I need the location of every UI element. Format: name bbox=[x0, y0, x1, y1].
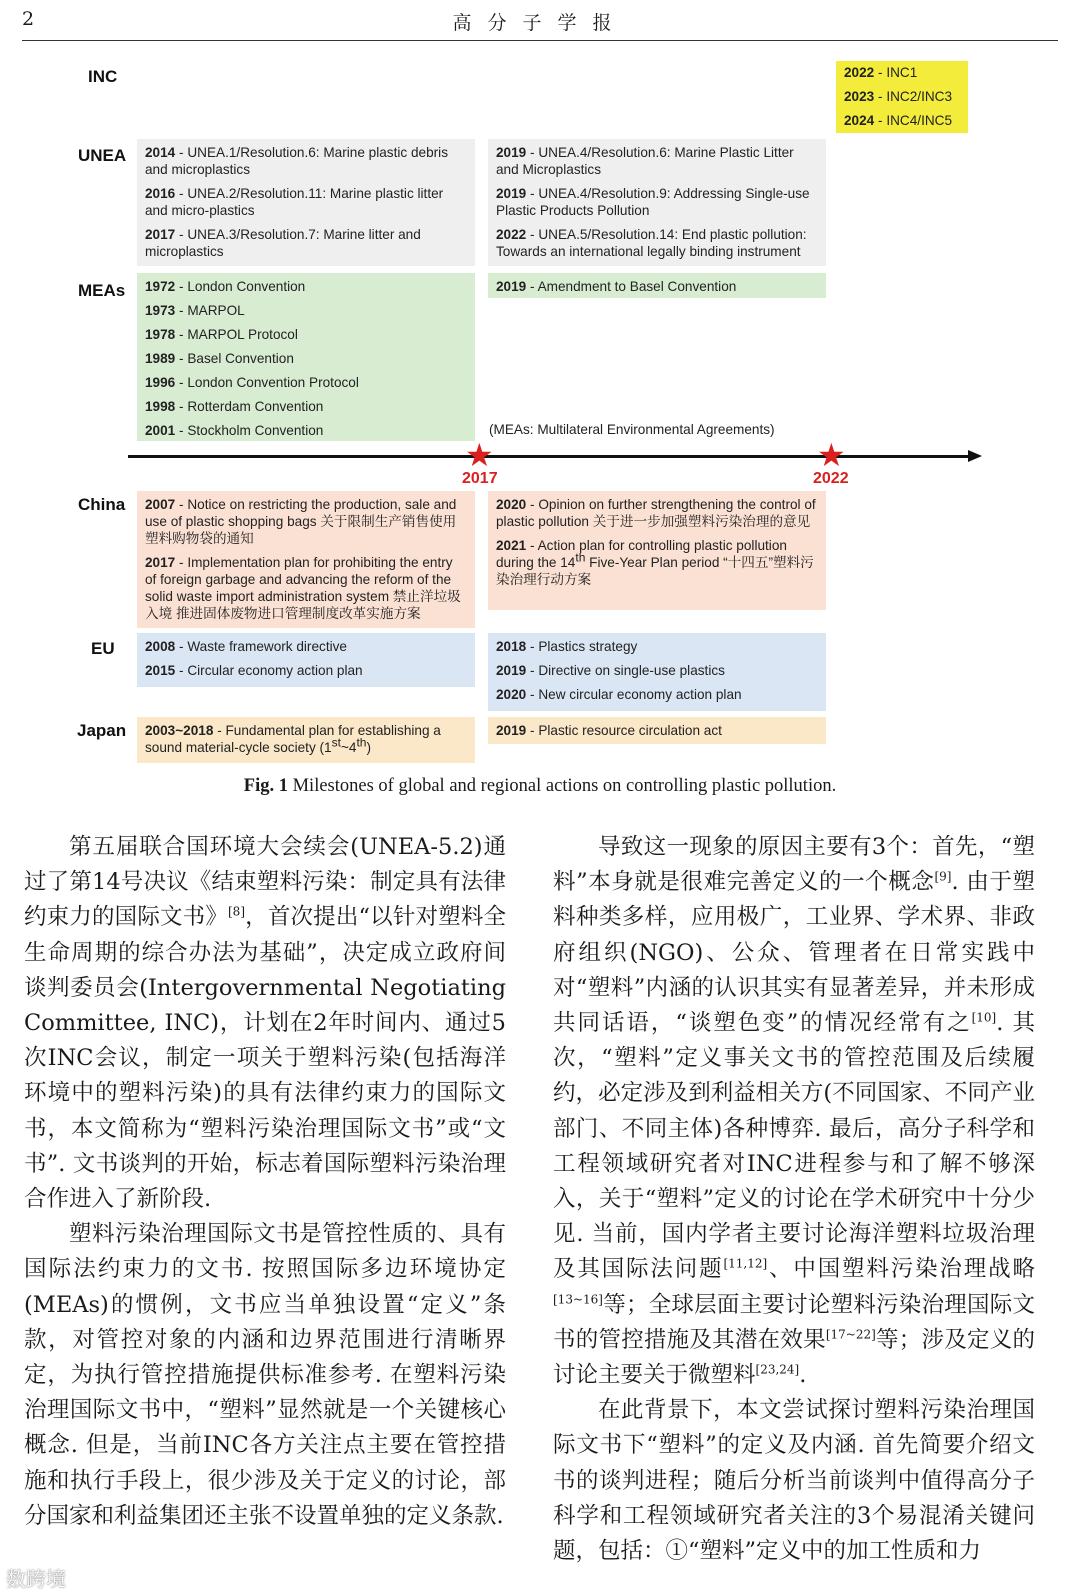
japan-right-box bbox=[488, 717, 826, 744]
meas-item: 1998 - Rotterdam Convention bbox=[145, 399, 324, 414]
page-number: 2 bbox=[22, 8, 35, 30]
eu-item: 2019 - Directive on single-use plastics bbox=[496, 663, 725, 678]
paragraph: 第五届联合国环境大会续会(UNEA-5.2)通过了第14号决议《结束塑料污染：制定具有法律约束力的国际文书》[8]，首次提出“以针对塑料全生命周期的综合办法为基础”，决定成立政府间谈判委员会(Intergovernmental Negotiating Committee, INC)，计划在2年时间内、通过5次INC会议，制定一项关于塑料污染(包括海洋环境中的塑料污染)的具有法律约束力的国际文书，本文简称为“塑料污染治理国际文书”或“文书”. 文书谈判的开始，标志着国际塑料污染治理合作进入了新阶段. bbox=[24, 834, 506, 1213]
meas-left-box bbox=[137, 273, 475, 441]
meas-item: 1989 - Basel Convention bbox=[145, 351, 294, 366]
journal-title: 高分子学报 bbox=[452, 12, 628, 34]
row-label-inc: INC bbox=[88, 67, 118, 86]
meas-item: 2001 - Stockholm Convention bbox=[145, 423, 324, 438]
star-icon: ★ bbox=[465, 437, 494, 473]
timeline-arrowhead bbox=[968, 450, 982, 462]
china-item: 2017 - Implementation plan for prohibiting the entry of foreign garbage and advancing the reform of the solid waste import administration system 禁止洋垃圾入境 推进固体废物进口管理制度改革实施方案 bbox=[145, 555, 461, 621]
body-column-right bbox=[553, 830, 1035, 1569]
row-label-eu: EU bbox=[91, 639, 115, 658]
paragraph: 在此背景下，本文尝试探讨塑料污染治理国际文书下“塑料”的定义及内涵. 首先简要介绍文书的谈判进程；随后分析当前谈判中值得高分子科学和工程领域研究者关注的3个易混淆关键问题，包括：①“塑料”定义中的加工性质和力 bbox=[553, 1397, 1035, 1565]
watermark: 数跨境 bbox=[6, 1567, 66, 1591]
meas-item: 2019 - Amendment to Basel Convention bbox=[496, 279, 737, 294]
body-column-left bbox=[24, 830, 506, 1534]
inc-item: 2024 - INC4/INC5 bbox=[844, 113, 953, 128]
unea-item: 2019 - UNEA.4/Resolution.6: Marine Plastic Litter and Microplastics bbox=[496, 145, 794, 177]
star-icon: ★ bbox=[817, 437, 846, 473]
meas-item: 1996 - London Convention Protocol bbox=[145, 375, 359, 390]
meas-item: 1973 - MARPOL bbox=[145, 303, 245, 318]
unea-item: 2016 - UNEA.2/Resolution.11: Marine plastic litter and micro-plastics bbox=[145, 186, 444, 218]
eu-item: 2015 - Circular economy action plan bbox=[145, 663, 363, 678]
timeline-year-2022: 2022 bbox=[813, 470, 849, 487]
row-label-meas: MEAs bbox=[78, 281, 126, 300]
meas-item: 1978 - MARPOL Protocol bbox=[145, 327, 298, 342]
figure-caption: Fig. 1 Milestones of global and regional actions on controlling plastic pollution. bbox=[243, 776, 837, 796]
row-label-china: China bbox=[78, 495, 126, 514]
eu-item: 2018 - Plastics strategy bbox=[496, 639, 638, 654]
japan-left-box bbox=[137, 717, 475, 763]
meas-item: 1972 - London Convention bbox=[145, 279, 306, 294]
china-left-box bbox=[137, 491, 475, 628]
meas-right-box bbox=[488, 273, 826, 298]
inc-item: 2023 - INC2/INC3 bbox=[844, 89, 953, 104]
eu-right-box bbox=[488, 633, 826, 711]
japan-item: 2003~2018 - Fundamental plan for establishing a sound material-cycle society (1st~4th) bbox=[145, 723, 441, 755]
row-label-unea: UNEA bbox=[78, 146, 127, 165]
china-item: 2020 - Opinion on further strengthening the control of plastic pollution 关于进一步加强塑料污染治理的意见 bbox=[496, 497, 816, 529]
inc-box bbox=[836, 61, 968, 133]
row-label-japan: Japan bbox=[77, 721, 127, 740]
japan-item: 2019 - Plastic resource circulation act bbox=[496, 723, 722, 738]
unea-item: 2019 - UNEA.4/Resolution.9: Addressing Single-use Plastic Products Pollution bbox=[496, 186, 810, 218]
china-item: 2007 - Notice on restricting the production, sale and use of plastic shopping bags 关于限制生产销售使用塑料购物袋的通知 bbox=[145, 497, 457, 546]
paragraph: 塑料污染治理国际文书是管控性质的、具有国际法约束力的文书. 按照国际多边环境协定(MEAs)的惯例，文书应当单独设置“定义”条款，对管控对象的内涵和边界范围进行清晰界定，为执行管控措施提供标准参考. 在塑料污染治理国际文书中，“塑料”显然就是一个关键核心概念. 但是，当前INC各方关注点主要在管控措施和执行手段上，很少涉及关于定义的讨论，部分国家和利益集团还主张不设置单独的定义条款. bbox=[24, 1221, 506, 1529]
timeline-year-2017: 2017 bbox=[462, 470, 498, 487]
china-right-box bbox=[488, 491, 826, 610]
eu-item: 2020 - New circular economy action plan bbox=[496, 687, 742, 702]
unea-item: 2017 - UNEA.3/Resolution.7: Marine litter and microplastics bbox=[145, 227, 421, 259]
meas-note: (MEAs: Multilateral Environmental Agreements) bbox=[489, 422, 775, 437]
paragraph: 导致这一现象的原因主要有3个：首先，“塑料”本身就是很难完善定义的一个概念[9]. 由于塑料种类多样，应用极广，工业界、学术界、非政府组织(NGO)、公众、管理者在日常实践中对“塑料”内涵的认识其实有显著差异，并未形成共同话语，“谈塑色变”的情况经常有之[10]. 其次，“塑料”定义事关文书的管控范围及后续履约，必定涉及到利益相关方(不同国家、不同产业部门、不同主体)各种博弈. 最后，高分子科学和工程领域研究者对INC进程参与和了解不够深入，关于“塑料”定义的讨论在学术研究中十分少见. 当前，国内学者主要讨论海洋塑料垃圾治理及其国际法问题[11,12]、中国塑料污染治理战略[13~16]等；全球层面主要讨论塑料污染治理国际文书的管控措施及其潜在效果[17~22]等；涉及定义的讨论主要关于微塑料[23,24]. bbox=[553, 834, 1035, 1389]
unea-item: 2014 - UNEA.1/Resolution.6: Marine plastic debris and microplastics bbox=[145, 145, 448, 177]
unea-left-box bbox=[137, 139, 475, 266]
unea-right-box bbox=[488, 139, 826, 266]
china-item: 2021 - Action plan for controlling plastic pollution during the 14th Five-Year Plan period “十四五”塑料污染治理行动方案 bbox=[496, 538, 814, 587]
eu-item: 2008 - Waste framework directive bbox=[145, 639, 347, 654]
inc-item: 2022 - INC1 bbox=[844, 65, 918, 80]
unea-item: 2022 - UNEA.5/Resolution.14: End plastic pollution: Towards an international legally binding instrument bbox=[496, 227, 807, 259]
eu-left-box bbox=[137, 633, 475, 687]
